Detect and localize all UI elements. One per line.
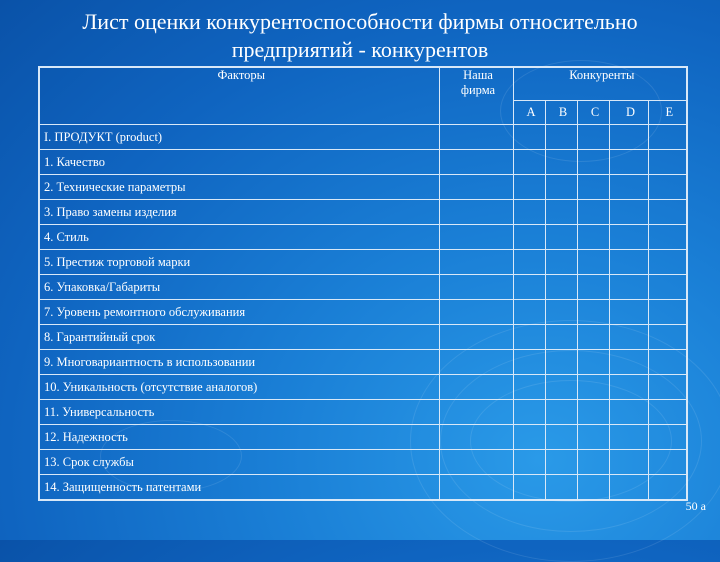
table-row xyxy=(39,200,687,225)
factor-label: 1. Качество xyxy=(39,150,439,175)
competitor-d-cell[interactable] xyxy=(609,450,648,475)
factor-label: 3. Право замены изделия xyxy=(39,200,439,225)
our-firm-cell[interactable] xyxy=(439,150,513,175)
table-row xyxy=(39,400,687,425)
our-firm-header xyxy=(439,67,513,125)
table-row xyxy=(39,300,687,325)
table-row xyxy=(39,425,687,450)
competitor-a-header: A xyxy=(513,101,545,125)
competitor-e-header: E xyxy=(648,101,687,125)
table-row xyxy=(39,350,687,375)
competitor-c-cell[interactable] xyxy=(577,250,609,275)
our-firm-cell[interactable] xyxy=(439,375,513,400)
factor-label: 12. Надежность xyxy=(39,425,439,450)
competitor-e-cell[interactable] xyxy=(648,350,687,375)
factor-label: 9. Многовариантность в использовании xyxy=(39,350,439,375)
competitor-a-cell[interactable] xyxy=(513,200,545,225)
competitor-c-cell[interactable] xyxy=(577,300,609,325)
competitor-a-cell[interactable] xyxy=(513,400,545,425)
table-row xyxy=(39,475,687,501)
competitor-b-cell[interactable] xyxy=(545,225,577,250)
competitor-e-cell[interactable] xyxy=(648,275,687,300)
our-firm-cell[interactable] xyxy=(439,325,513,350)
our-firm-cell[interactable] xyxy=(439,300,513,325)
competitor-b-cell[interactable] xyxy=(545,350,577,375)
competitor-d-cell[interactable] xyxy=(609,350,648,375)
our-firm-cell[interactable] xyxy=(439,350,513,375)
competitor-c-cell[interactable] xyxy=(577,225,609,250)
competitor-b-cell[interactable] xyxy=(545,400,577,425)
competitor-c-cell[interactable] xyxy=(577,150,609,175)
competitor-a-cell[interactable] xyxy=(513,350,545,375)
our-firm-cell[interactable] xyxy=(439,175,513,200)
competitor-a-cell[interactable] xyxy=(513,325,545,350)
factor-label: 11. Универсальность xyxy=(39,400,439,425)
competitor-d-cell[interactable] xyxy=(609,250,648,275)
factor-label: 7. Уровень ремонтного обслуживания xyxy=(39,300,439,325)
page-title: Лист оценки конкурентоспособности фирмы относительно предприятий - конкурентов xyxy=(82,9,638,62)
competitor-e-cell[interactable] xyxy=(648,475,687,501)
table-row xyxy=(39,225,687,250)
our-firm-cell[interactable] xyxy=(439,225,513,250)
competitor-b-cell[interactable] xyxy=(545,175,577,200)
competitor-a-cell[interactable] xyxy=(513,375,545,400)
factor-label: 2. Технические параметры xyxy=(39,175,439,200)
competitor-e-cell[interactable] xyxy=(648,150,687,175)
competitor-a-cell[interactable] xyxy=(513,425,545,450)
competitor-e-cell[interactable] xyxy=(648,250,687,275)
page-number: 50 а xyxy=(685,499,706,513)
our-firm-cell[interactable] xyxy=(439,275,513,300)
competitor-a-cell[interactable] xyxy=(513,250,545,275)
competitor-b-cell[interactable] xyxy=(545,125,577,150)
competitor-e-cell[interactable] xyxy=(648,425,687,450)
competitor-c-cell[interactable] xyxy=(577,350,609,375)
competitor-b-cell[interactable] xyxy=(545,250,577,275)
competitor-d-cell[interactable] xyxy=(609,300,648,325)
competitor-b-cell[interactable] xyxy=(545,275,577,300)
factor-label: 10. Уникальность (отсутствие аналогов) xyxy=(39,375,439,400)
competitor-c-cell[interactable] xyxy=(577,125,609,150)
competitor-c-cell[interactable] xyxy=(577,175,609,200)
our-firm-cell[interactable] xyxy=(439,125,513,150)
competitor-a-cell[interactable] xyxy=(513,450,545,475)
our-firm-cell[interactable] xyxy=(439,200,513,225)
table-row xyxy=(39,375,687,400)
competitor-a-cell[interactable] xyxy=(513,225,545,250)
table-row xyxy=(39,175,687,200)
factor-label: 6. Упаковка/Габариты xyxy=(39,275,439,300)
competitor-d-cell[interactable] xyxy=(609,200,648,225)
competitor-a-cell[interactable] xyxy=(513,175,545,200)
table-row xyxy=(39,325,687,350)
competitor-e-cell[interactable] xyxy=(648,375,687,400)
competitor-a-cell[interactable] xyxy=(513,275,545,300)
our-firm-cell[interactable] xyxy=(439,475,513,501)
competitor-e-cell[interactable] xyxy=(648,225,687,250)
competitor-a-cell[interactable] xyxy=(513,475,545,501)
competitor-a-cell[interactable] xyxy=(513,125,545,150)
competitor-e-cell[interactable] xyxy=(648,125,687,150)
factor-label: 13. Срок службы xyxy=(39,450,439,475)
competitor-b-cell[interactable] xyxy=(545,425,577,450)
competitor-c-cell[interactable] xyxy=(577,425,609,450)
table-row xyxy=(39,275,687,300)
factor-label: 4. Стиль xyxy=(39,225,439,250)
our-firm-cell[interactable] xyxy=(439,250,513,275)
competitor-c-cell[interactable] xyxy=(577,375,609,400)
our-firm-cell[interactable] xyxy=(439,400,513,425)
our-firm-header-line2: фирма xyxy=(460,83,496,97)
factor-label: 5. Престиж торговой марки xyxy=(39,250,439,275)
competitor-a-cell[interactable] xyxy=(513,300,545,325)
competitor-b-cell[interactable] xyxy=(545,475,577,501)
competitor-d-cell[interactable] xyxy=(609,275,648,300)
competitor-c-header: C xyxy=(577,101,609,125)
competitor-d-cell[interactable] xyxy=(609,225,648,250)
competitor-d-cell[interactable] xyxy=(609,150,648,175)
competitor-c-cell[interactable] xyxy=(577,200,609,225)
competitor-b-cell[interactable] xyxy=(545,450,577,475)
competitor-c-cell[interactable] xyxy=(577,400,609,425)
competitor-d-cell[interactable] xyxy=(609,425,648,450)
competitor-e-cell[interactable] xyxy=(648,175,687,200)
factor-label: I. ПРОДУКТ (product) xyxy=(39,125,439,150)
competitor-e-cell[interactable] xyxy=(648,200,687,225)
competitor-d-cell[interactable] xyxy=(609,325,648,350)
competitor-b-cell[interactable] xyxy=(545,375,577,400)
competitor-b-cell[interactable] xyxy=(545,150,577,175)
table-row xyxy=(39,250,687,275)
competitor-d-cell[interactable] xyxy=(609,475,648,501)
competitors-header: Конкуренты xyxy=(513,67,687,101)
our-firm-cell[interactable] xyxy=(439,425,513,450)
competitor-c-cell[interactable] xyxy=(577,475,609,501)
table-row xyxy=(39,150,687,175)
factors-header: Факторы xyxy=(39,67,439,125)
competitor-d-cell[interactable] xyxy=(609,375,648,400)
competitor-a-cell[interactable] xyxy=(513,150,545,175)
competitor-b-header: B xyxy=(545,101,577,125)
factor-label: 8. Гарантийный срок xyxy=(39,325,439,350)
our-firm-header-line1: Наша xyxy=(463,68,493,82)
competitor-d-cell[interactable] xyxy=(609,175,648,200)
competitor-d-header: D xyxy=(609,101,648,125)
competitor-e-cell[interactable] xyxy=(648,450,687,475)
header-row xyxy=(39,67,687,101)
competitor-d-cell[interactable] xyxy=(609,400,648,425)
our-firm-cell[interactable] xyxy=(439,450,513,475)
competitor-d-cell[interactable] xyxy=(609,125,648,150)
competitor-e-cell[interactable] xyxy=(648,300,687,325)
competitor-c-cell[interactable] xyxy=(577,275,609,300)
competitor-b-cell[interactable] xyxy=(545,200,577,225)
competitor-e-cell[interactable] xyxy=(648,400,687,425)
competitor-b-cell[interactable] xyxy=(545,300,577,325)
factor-label: 14. Защищенность патентами xyxy=(39,475,439,501)
table-row xyxy=(39,125,687,150)
competitor-c-cell[interactable] xyxy=(577,325,609,350)
competitor-c-cell[interactable] xyxy=(577,450,609,475)
competitiveness-table xyxy=(38,66,688,501)
competitor-e-cell[interactable] xyxy=(648,325,687,350)
table-row xyxy=(39,450,687,475)
competitor-b-cell[interactable] xyxy=(545,325,577,350)
